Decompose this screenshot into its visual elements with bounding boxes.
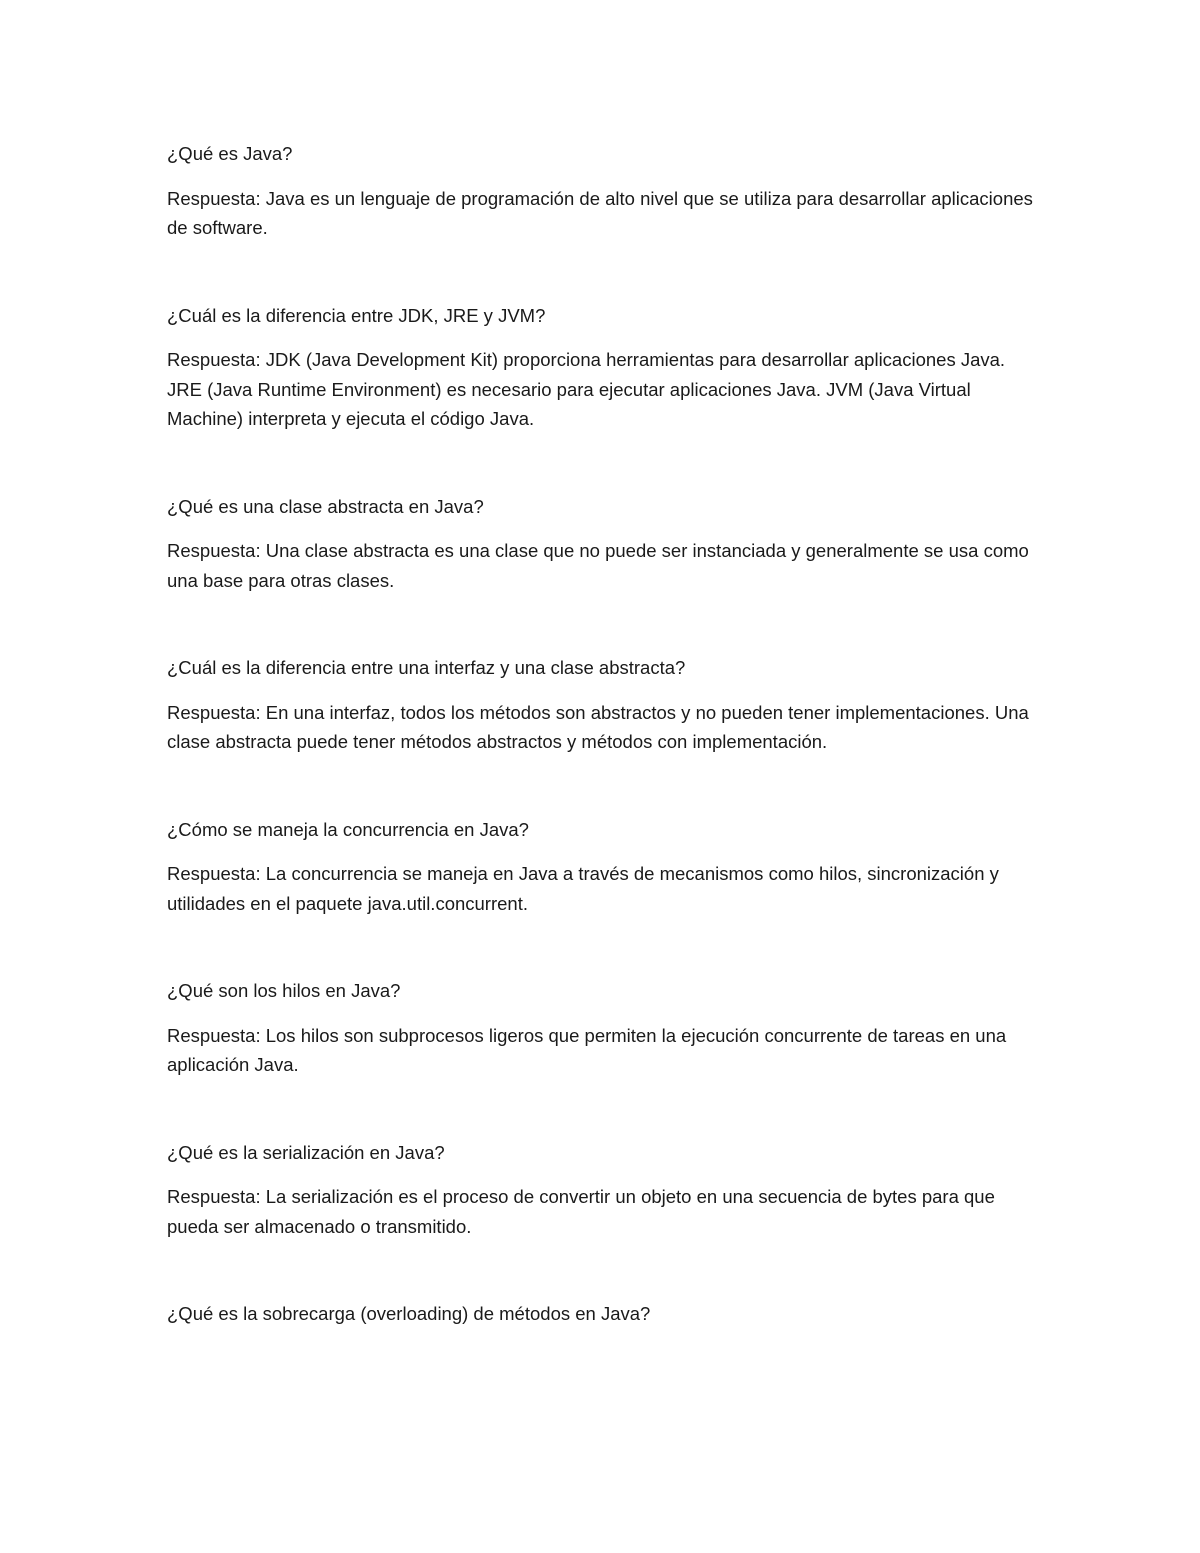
answer-text: Respuesta: En una interfaz, todos los métodos son abstractos y no pueden tener implementaciones. Una clase abstracta puede tener métodos abstractos y métodos con implementación. (167, 701, 1029, 752)
question-text: ¿Qué es Java? (167, 143, 293, 164)
question-text: ¿Cómo se maneja la concurrencia en Java? (167, 818, 529, 840)
answer-text: Respuesta: Los hilos son subprocesos ligeros que permiten la ejecución concurrente de tareas en una aplicación Java. (167, 1024, 1007, 1075)
qa-item (167, 976, 1037, 1080)
qa-item (167, 139, 1037, 243)
question-text: ¿Qué es la serialización en Java? (167, 1141, 445, 1163)
qa-item (167, 1138, 1037, 1242)
qa-item (167, 653, 1037, 757)
answer-text: Respuesta: La concurrencia se maneja en Java a través de mecanismos como hilos, sincronización y utilidades en el paquete java.util.concurrent. (167, 863, 999, 914)
question-text: ¿Qué es la sobrecarga (overloading) de métodos en Java? (167, 1303, 651, 1324)
qa-item (167, 492, 1037, 596)
question-text: ¿Cuál es la diferencia entre una interfaz y una clase abstracta? (167, 657, 686, 678)
answer-text: Respuesta: Una clase abstracta es una clase que no puede ser instanciada y generalmente se usa como una base para otras clases. (167, 540, 1029, 591)
answer-text: Respuesta: La serialización es el proceso de convertir un objeto en una secuencia de bytes para que pueda ser almacenado o transmitido. (167, 1186, 995, 1237)
qa-item (167, 815, 1037, 919)
qa-item (167, 1299, 1037, 1329)
answer-text: Respuesta: JDK (Java Development Kit) proporciona herramientas para desarrollar aplicaciones Java. JRE (Java Runtime Environment) es necesario para ejecutar aplicaciones Java. JVM (Java Virtual Machine) interpreta y ejecuta el código Java. (167, 349, 1006, 429)
document-content (167, 139, 1037, 1387)
question-text: ¿Qué son los hilos en Java? (167, 980, 401, 1001)
answer-text: Respuesta: Java es un lenguaje de programación de alto nivel que se utiliza para desarrollar aplicaciones de software. (167, 187, 1033, 238)
question-text: ¿Qué es una clase abstracta en Java? (167, 495, 484, 517)
question-text: ¿Cuál es la diferencia entre JDK, JRE y JVM? (167, 304, 546, 326)
qa-item (167, 301, 1037, 434)
